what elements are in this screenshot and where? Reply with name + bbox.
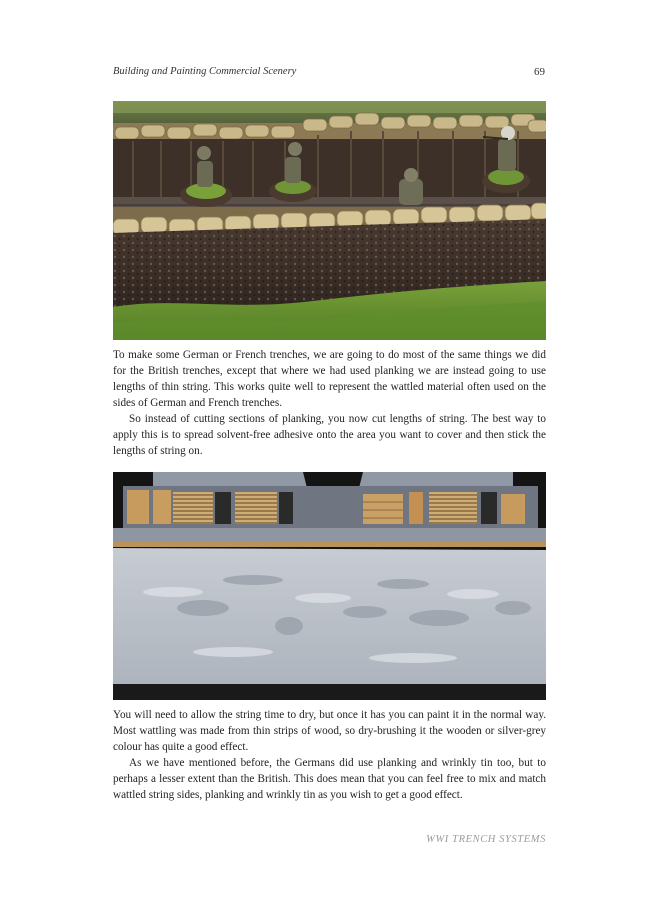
body-paragraph-3: You will need to allow the string time to dry, but once it has you can paint it in the normal way. Most wattling was made from thin strips of wood, so dry-brushing it the wooden or silver-grey colour has quite a good effect. [113,709,546,753]
running-header-title: Building and Painting Commercial Scenery [113,66,297,77]
footer-section-title: WWI TRENCH SYSTEMS [426,834,546,845]
body-paragraph-4: As we have mentioned before, the Germans did use planking and wrinkly tin too, but to perhaps a lesser extent than the British. This does mean that you can feel free to mix and match wattled string sides, planking and wrinkly tin as you wish to get a good effect. [113,757,546,801]
page-number: 69 [534,66,545,78]
body-paragraph-1: To make some German or French trenches, we are going to do most of the same things we did for the British trenches, except that where we had used planking we are instead going to use lengths of thin string. This works quite well to represent the wattled material often used on the sides of German and French trenches. [113,349,546,409]
string-wattle-unpainted-photo [113,472,546,700]
body-paragraph-2: So instead of cutting sections of planking, you now cut lengths of string. The best way to apply this is to spread solvent-free adhesive onto the area you want to cover and then stick the lengths of string on. [113,413,546,457]
german-trench-painted-photo [113,101,546,340]
